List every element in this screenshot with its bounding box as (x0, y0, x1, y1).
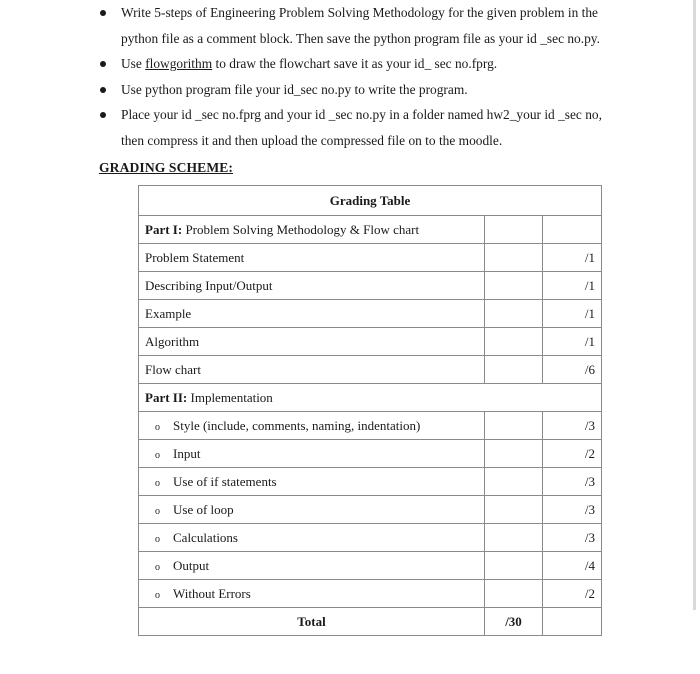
grading-table (138, 185, 602, 636)
row-points: /1 (543, 244, 602, 272)
row-points: /2 (543, 580, 602, 608)
table-row (139, 272, 602, 300)
score-cell (485, 244, 543, 272)
bullet-dot-icon (100, 112, 106, 118)
row-points: /2 (543, 440, 602, 468)
hollow-bullet-icon: o (155, 421, 160, 433)
row-label: Algorithm (139, 328, 485, 356)
hollow-bullet-icon: o (155, 505, 160, 517)
bullet-text: Place your id _sec no.fprg and your id _sec no.py in a folder named hw2_your id _sec no, (121, 107, 602, 123)
part2-header: Part II: Implementation (139, 384, 602, 412)
bullet-text: Use (121, 56, 146, 72)
bullet-item (100, 0, 670, 51)
row-label: o Use of loop (139, 496, 485, 524)
row-points: /3 (543, 496, 602, 524)
table-row (139, 440, 602, 468)
score-cell (485, 496, 543, 524)
row-label: o Without Errors (139, 580, 485, 608)
empty-cell (543, 216, 602, 244)
row-points: /1 (543, 272, 602, 300)
table-row (139, 356, 602, 384)
score-cell (485, 300, 543, 328)
row-points: /6 (543, 356, 602, 384)
total-label: Total (139, 608, 485, 636)
bullet-text: to draw the flowchart save it as your id_ sec no.fprg. (212, 56, 498, 72)
table-row (139, 300, 602, 328)
total-value: /30 (485, 608, 543, 636)
row-label: o Calculations (139, 524, 485, 552)
instructions-list (100, 0, 670, 154)
bullet-text: then compress it and then upload the compressed file on to the moodle. (121, 132, 503, 148)
row-points: /1 (543, 328, 602, 356)
row-label: Flow chart (139, 356, 485, 384)
bullet-dot-icon (100, 61, 106, 67)
table-row (139, 552, 602, 580)
row-label: o Use of if statements (139, 468, 485, 496)
row-points: /1 (543, 300, 602, 328)
row-label: Example (139, 300, 485, 328)
bullet-item (100, 77, 670, 103)
score-cell (485, 468, 543, 496)
score-cell (485, 272, 543, 300)
score-cell (485, 440, 543, 468)
table-row (139, 496, 602, 524)
table-row (139, 328, 602, 356)
table-row (139, 412, 602, 440)
score-cell (485, 524, 543, 552)
bullet-text: Write 5-steps of Engineering Problem Solving Methodology for the given problem in the (121, 5, 598, 20)
row-label: Problem Statement (139, 244, 485, 272)
total-row (139, 608, 602, 636)
hollow-bullet-icon: o (155, 449, 160, 461)
bullet-item (100, 102, 670, 153)
hollow-bullet-icon: o (155, 533, 160, 545)
table-row (139, 524, 602, 552)
row-label: o Output (139, 552, 485, 580)
row-label: o Input (139, 440, 485, 468)
score-cell (485, 580, 543, 608)
flowgorithm-link[interactable]: flowgorithm (145, 56, 213, 72)
bullet-text: python file as a comment block. Then save the python program file as your id _sec no.py. (121, 30, 600, 46)
row-label: o Style (include, comments, naming, indentation) (139, 412, 485, 440)
hollow-bullet-icon: o (155, 477, 160, 489)
hollow-bullet-icon: o (155, 561, 160, 573)
row-points: /3 (543, 412, 602, 440)
score-cell (485, 356, 543, 384)
part1-header: Part I: Problem Solving Methodology & Flow chart (139, 216, 485, 244)
row-points: /3 (543, 524, 602, 552)
bullet-dot-icon (100, 87, 106, 93)
table-row (139, 580, 602, 608)
table-row (139, 468, 602, 496)
bullet-item (100, 51, 670, 77)
score-cell (485, 328, 543, 356)
bullet-text: Use python program file your id_sec no.py to write the program. (121, 81, 468, 97)
row-points: /4 (543, 552, 602, 580)
row-label: Describing Input/Output (139, 272, 485, 300)
score-cell (485, 552, 543, 580)
score-cell (485, 412, 543, 440)
row-points: /3 (543, 468, 602, 496)
page-edge-shadow (693, 0, 696, 610)
empty-cell (485, 216, 543, 244)
table-row (139, 244, 602, 272)
empty-cell (543, 608, 602, 636)
table-title: Grading Table (139, 186, 602, 216)
hollow-bullet-icon: o (155, 589, 160, 601)
bullet-dot-icon (100, 10, 106, 16)
grading-scheme-heading: GRADING SCHEME: (99, 160, 234, 175)
